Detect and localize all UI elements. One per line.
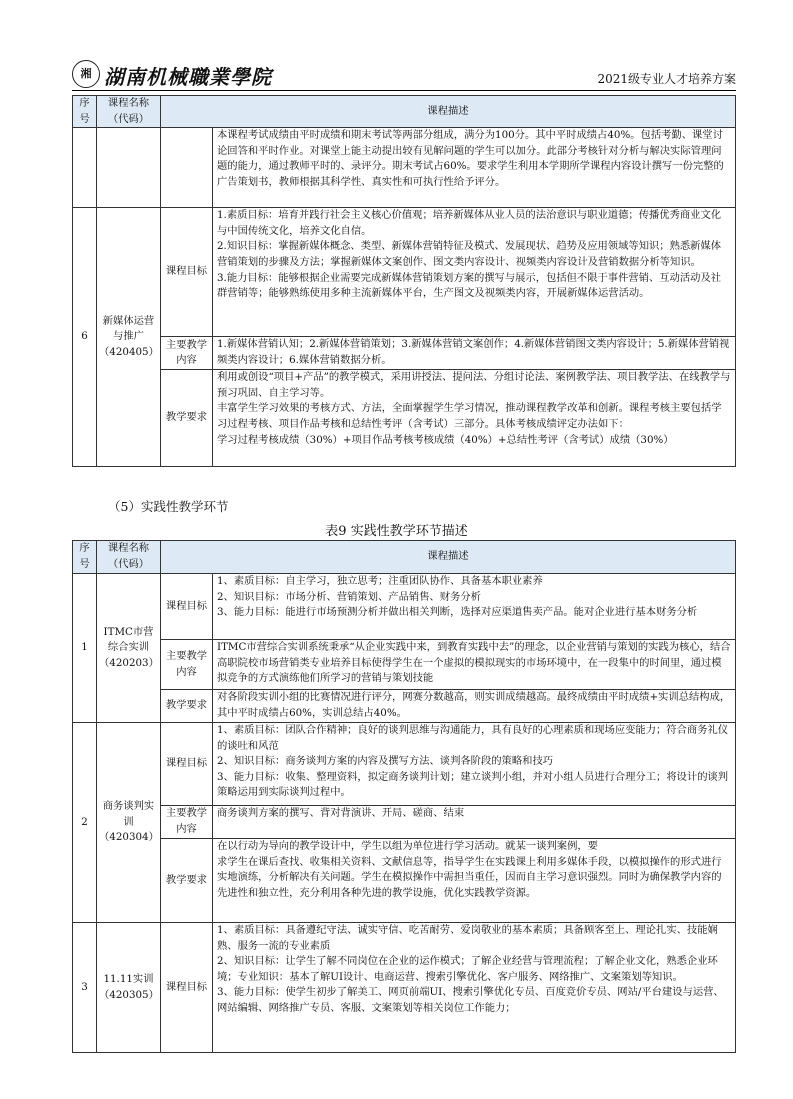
text-line: 1、素质目标：自主学习，独立思考；注重团队协作、具备基本职业素养 xyxy=(217,575,543,587)
text-line: 2、知识目标：让学生了解不同岗位在企业的运作模式；了解企业经营与管理流程；了解企业文化，熟悉企业环境；专业知识：基本了解UI设计、电商运营、搜索引擎优化、客户服务、网络推广、文案策划等知识。 xyxy=(217,955,718,983)
row-label: 课程目标 xyxy=(161,723,213,806)
empty-cell xyxy=(73,128,97,208)
row-label: 教学要求 xyxy=(161,370,213,467)
row-label: 课程目标 xyxy=(161,574,213,640)
text-line: 3.能力目标：能够根据企业需要完成新媒体营销策划方案的撰写与展示，包括但不限于事件营销、互动活动及社群营销等；能够熟练使用多种主流新媒体平台，生产图文及视频类内容，开展新媒体运营活动。 xyxy=(217,271,722,300)
empty-cell xyxy=(161,128,213,208)
text-line: ITMC市营综合实训系统秉承“从企业实践中来，到教育实践中去”的理念，以企业营销与策划的实践为核心，结合高职院校市场营销类专业培养目标使得学生在一个虚拟的模拟现实的市场环境中，在一段集中的时间里，通过模拟竞争的方式演练他们所学习的营销与策划技能 xyxy=(217,641,731,685)
text-line: 3、能力目标：收集、整理资料，拟定商务谈判计划；建立谈判小组，并对小组人员进行合理分工；将设计的谈判策略运用到实际谈判过程中。 xyxy=(217,770,729,799)
row-text xyxy=(213,370,736,467)
course-no: 1 xyxy=(73,574,97,723)
header-name: 课程名称（代码） xyxy=(97,541,161,574)
text-line: 1.新媒体营销认知；2.新媒体营销策划；3.新媒体营销文案创作；4.新媒体营销图文类内容设计；5.新媒体营销视频类内容设计；6.媒体营销数据分析。 xyxy=(217,338,730,366)
text-line: 1.素质目标：培育并践行社会主义核心价值观；培养新媒体从业人员的法治意识与职业道德；传播优秀商业文化与中国传统文化，培养文化自信。 xyxy=(217,209,722,237)
table-caption: 表9 实践性教学环节描述 xyxy=(325,524,468,539)
text-line: 2.知识目标：掌握新媒体概念、类型、新媒体营销特征及模式、发展现状、趋势及应用领域等知识；熟悉新媒体营销策划的步骤及方法；掌握新媒体文案创作、图文类内容设计、视频类内容设计及营销数据分析等知识。 xyxy=(217,240,722,268)
practice-table xyxy=(72,540,736,1053)
row-label: 教学要求 xyxy=(161,690,213,723)
text-line: 2、知识目标：市场分析、营销策划、产品销售、财务分析 xyxy=(217,590,481,603)
course-no: 2 xyxy=(73,723,97,923)
empty-cell xyxy=(97,128,161,208)
row-text xyxy=(213,574,736,640)
row-label: 课程目标 xyxy=(161,208,213,337)
text-line: 3、能力目标：能进行市场预测分析并做出相关判断，选择对应渠道售卖产品。能对企业进行基本财务分析 xyxy=(217,606,698,619)
course-no: 3 xyxy=(73,923,97,1053)
course-no: 6 xyxy=(73,208,97,467)
row-text xyxy=(213,806,736,839)
course-name: 新媒体运营与推广（420405） xyxy=(97,208,161,467)
assessment-text xyxy=(213,128,736,208)
course-name: 11.11实训（420305） xyxy=(97,923,161,1053)
header-rule xyxy=(72,90,736,91)
text-line: 商务谈判方案的撰写、背对背演讲、开局、磋商、结束 xyxy=(217,807,465,819)
row-text xyxy=(213,723,736,806)
text-line: 3、能力目标：使学生初步了解美工、网页前端UI、搜索引擎优化专员、百度竞价专员、网站/平台建设与运营、网站编辑、网络推广专员、客服、文案策划等相关岗位工作能力； xyxy=(217,986,724,1014)
header-no: 序号 xyxy=(73,541,97,574)
row-text xyxy=(213,839,736,923)
row-label: 主要教学内容 xyxy=(161,806,213,839)
row-text xyxy=(213,640,736,690)
header-no: 序号 xyxy=(73,96,97,128)
row-text xyxy=(213,337,736,370)
row-label: 主要教学内容 xyxy=(161,337,213,370)
document-title: 2021级专业人才培养方案 xyxy=(597,72,736,86)
header-desc: 课程描述 xyxy=(161,541,736,574)
header-name: 课程名称（代码） xyxy=(97,96,161,128)
text-line: 2、知识目标：商务谈判方案的内容及撰写方法、谈判各阶段的策略和技巧 xyxy=(217,755,554,768)
row-label: 教学要求 xyxy=(161,839,213,923)
row-label: 主要教学内容 xyxy=(161,640,213,690)
text-line: 1、素质目标：具备遵纪守法、诚实守信、吃苦耐劳、爱岗敬业的基本素质；具备顾客至上、理论扎实、技能娴熟、服务一流的专业素质 xyxy=(217,924,718,952)
course-name: ITMC市营综合实训（420203） xyxy=(97,574,161,723)
header-desc: 课程描述 xyxy=(161,96,736,128)
text-line: 对各阶段实训小组的比赛情况进行评分，网赛分数越高，则实训成绩越高。最终成绩由平时成绩+实训总结构成，其中平时成绩占60%，实训总结占40%。 xyxy=(217,691,731,719)
school-logo: 湘 xyxy=(72,60,100,88)
course-name: 商务谈判实训（420304） xyxy=(97,723,161,923)
school-name: 湖南机械職業學院 xyxy=(104,65,272,89)
row-label: 课程目标 xyxy=(161,923,213,1053)
text-line: 本课程考试成绩由平时成绩和期末考试等两部分组成，满分为100分。其中平时成绩占40%。包括考勤、课堂讨论回答和平时作业。对课堂上能主动提出较有见解问题的学生可以加分。此部分考核针对分析与解决实际管理问题的能力，通过教师平时的、录评分。期末考试占60%。要求学生利用本学期所学课程内容设计撰写一份完整的广告策划书，教师根据其科学性、真实性和可执行性给予评分。 xyxy=(217,129,724,188)
row-text xyxy=(213,208,736,337)
row-text xyxy=(213,690,736,723)
text-line: 学习过程考核成绩（30%）+项目作品考核考核成绩（40%）+总结性考评（含考试）成绩（30%） xyxy=(217,433,674,446)
text-line: 1、素质目标：团队合作精神；良好的谈判思维与沟通能力，具有良好的心理素质和现场应变能力；符合商务礼仪的谈吐和风范 xyxy=(217,724,729,752)
section-title: （5）实践性教学环节 xyxy=(108,499,229,514)
text-line: 求学生在课后查找、收集相关资料、文献信息等，指导学生在实践课上利用多媒体手段，以模拟操作的形式进行实地演练，分析解决有关问题。学生在模拟操作中需担当重任，因而自主学习意识强烈。同时为确保教学内容的先进性和独立性，充分利用各种先进的教学设施，优化实践教学资源。 xyxy=(217,855,722,899)
text-line: 在以行动为导向的教学设计中，学生以组为单位进行学习活动。就某一谈判案例，要 xyxy=(217,840,598,852)
course-table-continued xyxy=(72,95,736,467)
row-text xyxy=(213,923,736,1053)
page-header xyxy=(72,60,736,94)
text-line: 丰富学生学习效果的考核方式、方法，全面掌握学生学习情况，推动课程教学改革和创新。课程考核主要包括学习过程考核、项目作品考核和总结性考评（含考试）三部分。具体考核成绩评定办法如下： xyxy=(217,402,722,430)
text-line: 利用或创设“项目+产品”的教学模式，采用讲授法、提问法、分组讨论法、案例教学法、项目教学法、在线教学与预习巩固、自主学习等。 xyxy=(217,371,731,399)
